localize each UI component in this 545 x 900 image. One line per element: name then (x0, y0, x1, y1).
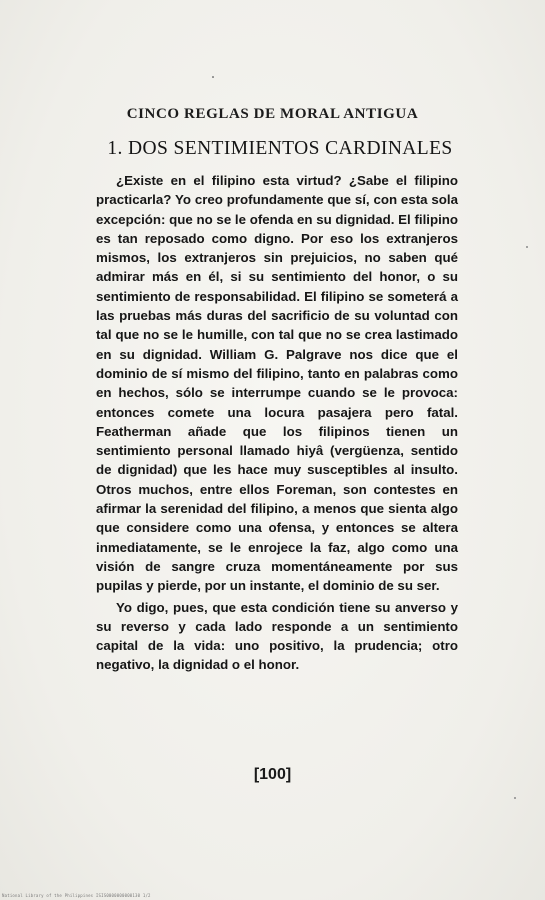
paragraph-1: ¿Existe en el filipino esta virtud? ¿Sabe el filipino practicarla? Yo creo profundamente que sí, con esta sola excepción: que no se le ofenda en su dignidad. El filipino es tan reposado como digno. Por eso los extranjeros mismos, los extranjeros sin prejuicios, no saben qué admirar más en él, si su sentimiento del honor, o su sentimiento de responsabilidad. El filipino se someterá a las pruebas más duras del sacrificio de su voluntad con tal que no se le humille, con tal que no se crea lastimado en su dignidad. William G. Palgrave nos dice que el dominio de sí mismo del filipino, tanto en palabras como en hechos, sólo se interrumpe cuando se le provoca: entonces comete una locura pasajera pero fatal. Featherman añade que los filipinos tienen un sentimiento personal llamado hiyâ (vergüenza, sentido de dignidad) que les hace muy susceptibles al insulto. Otros muchos, entre ellos Foreman, son contestes en afirmar la serenidad del filipino, a menos que sienta algo que considere como una ofensa, y entonces se altera inmediatamente, se le enrojece la faz, algo como una visión de sangre cruza momentáneamente por sus pupilas y pierde, por un instante, el dominio de su ser. (96, 173, 459, 594)
page-number: [100] (253, 766, 292, 783)
section-title: 1. DOS SENTIMIENTOS CARDINALES (107, 138, 453, 159)
paper-speck (526, 246, 528, 248)
scan-credit: National Library of the Philippines ISIS0000000000130 1/2 (2, 893, 151, 898)
running-head: CINCO REGLAS DE MORAL ANTIGUA (126, 106, 419, 122)
paper-speck (212, 76, 214, 78)
paragraph-2: Yo digo, pues, que esta condición tiene su anverso y su reverso y cada lado responde a un sentimiento capital de la vida: uno positivo, la prudencia; otro negativo, la dignidad o el honor. (96, 599, 458, 673)
paper-speck (514, 797, 516, 799)
body-text (96, 171, 458, 675)
